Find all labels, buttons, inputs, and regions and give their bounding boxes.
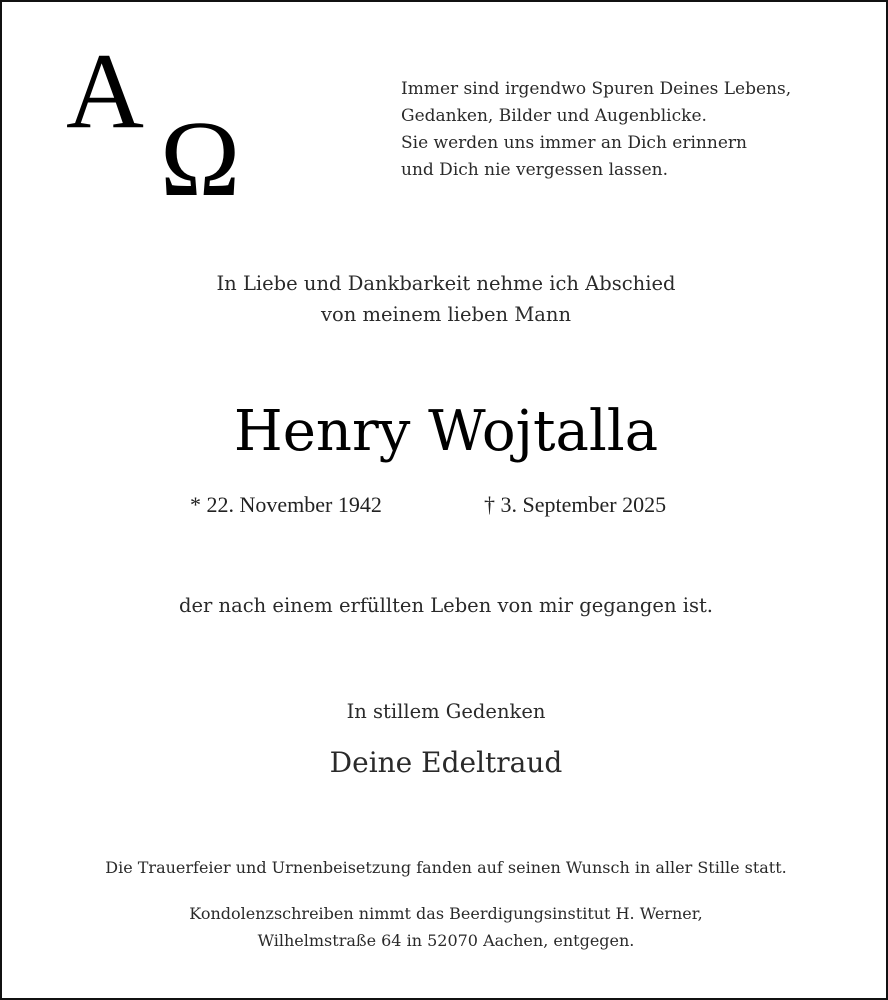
verse-line: Immer sind irgendwo Spuren Deines Lebens, [401,79,792,99]
signature: Deine Edeltraud [329,746,563,779]
condolence-line: Kondolenzschreiben nimmt das Beerdigungsinstitut H. Werner, [189,904,703,923]
birth-date: * 22. November 1942 [190,492,382,517]
verse-line: Gedanken, Bilder und Augenblicke. [401,106,707,126]
verse [401,76,791,184]
life-dates [2,492,888,522]
ceremony-info: Die Trauerfeier und Urnenbeisetzung fanden auf seinen Wunsch in aller Stille statt. [105,858,787,877]
memorial-text: In stillem Gedenken [346,700,546,723]
condolence-info [2,900,888,954]
intro-text [2,268,888,330]
omega-symbol-icon: Ω [160,100,241,219]
alpha-symbol-icon: Α [66,32,144,151]
intro-line: In Liebe und Dankbarkeit nehme ich Abschied [216,272,676,295]
verse-line: Sie werden uns immer an Dich erinnern [401,133,747,153]
deceased-name: Henry Wojtalla [233,399,659,464]
condolence-line: Wilhelmstraße 64 in 52070 Aachen, entgegen. [257,931,635,950]
verse-line: und Dich nie vergessen lassen. [401,160,669,180]
death-date: † 3. September 2025 [484,492,667,517]
tail-text: der nach einem erfüllten Leben von mir gegangen ist. [179,594,713,617]
intro-line: von meinem lieben Mann [320,303,572,326]
